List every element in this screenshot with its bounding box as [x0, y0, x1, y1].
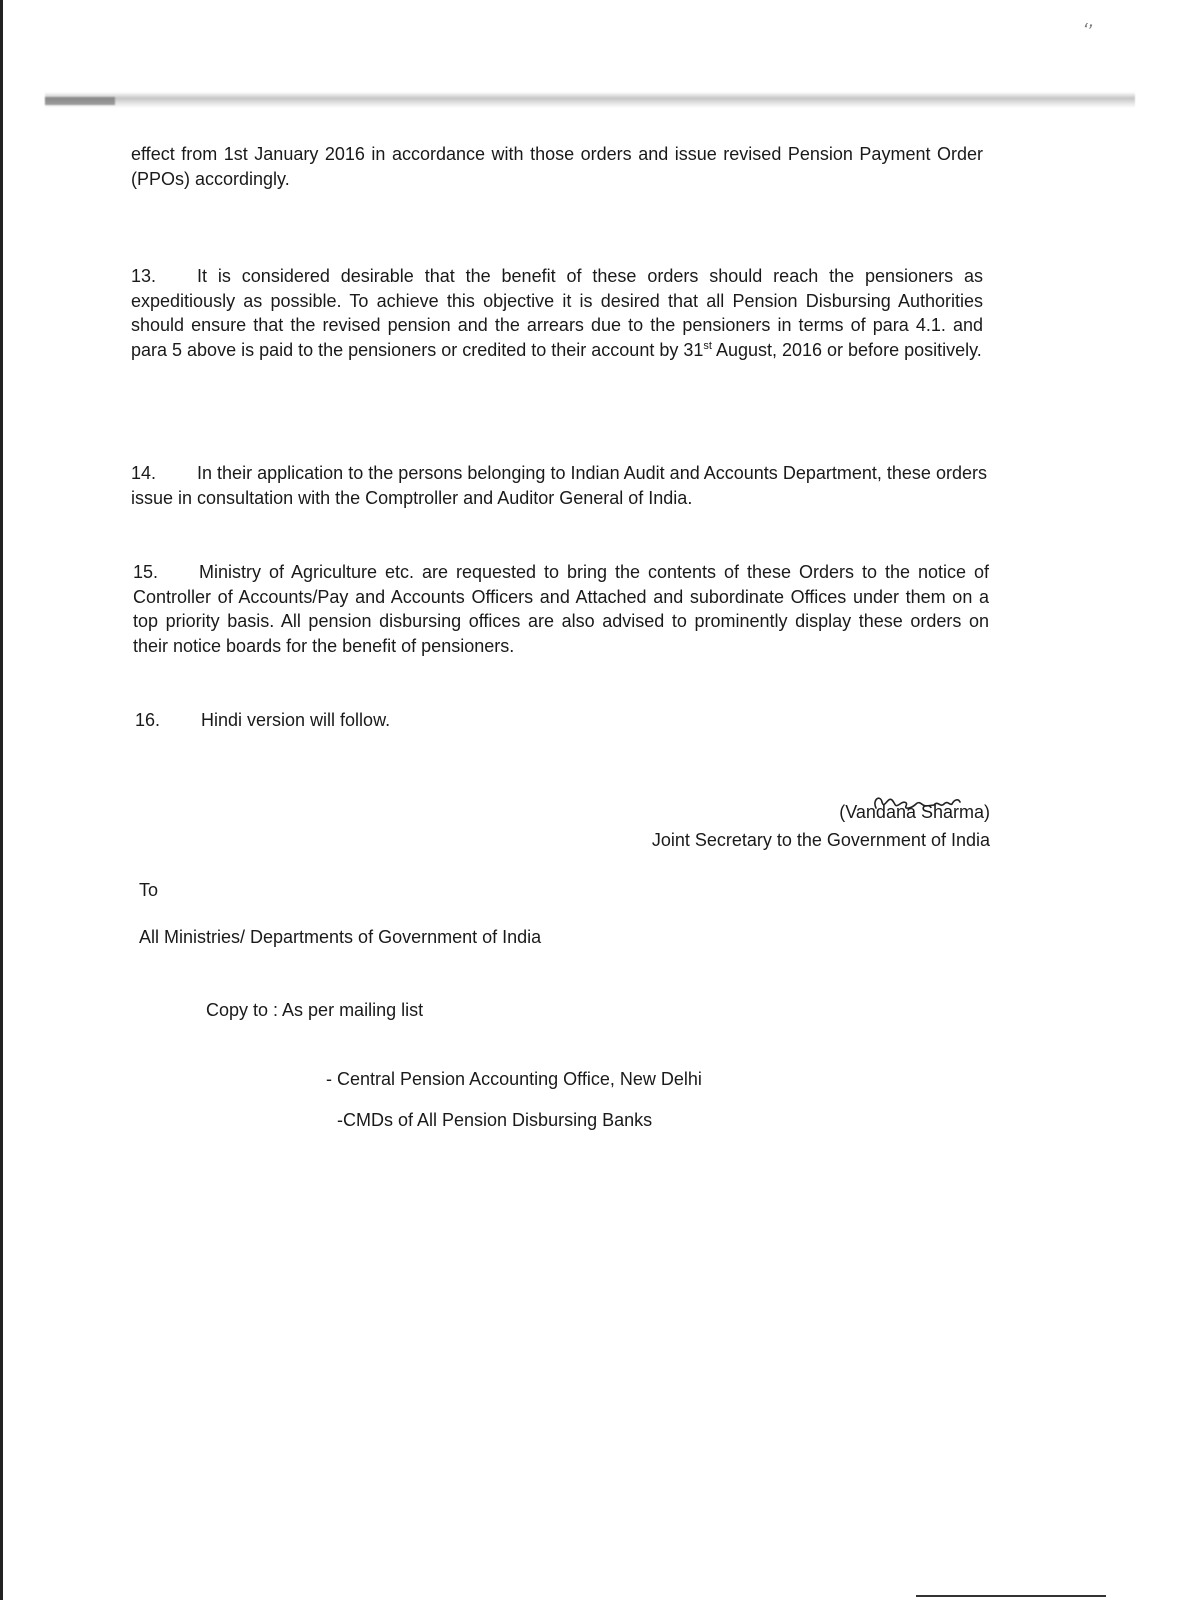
paragraph-13-text-end: August, 2016 or before positively.: [711, 339, 982, 360]
to-label: To: [139, 880, 159, 900]
paragraph-13: [131, 264, 983, 362]
paragraph-15-number: 15.: [133, 562, 159, 582]
paragraph-16-text: Hindi version will follow.: [201, 710, 391, 730]
paragraph-13-number: 13.: [131, 266, 157, 286]
copy-list-item: - Central Pension Accounting Office, New Delhi: [326, 1069, 702, 1089]
paragraph-13-text: It is considered desirable that the benefit of these orders should reach the pensioners as expeditiously as possible. To achieve this objective it is desired that all Pension Disbursing Authorities should ensure that the revised pension and the arrears due to the pensioners in terms of para 4.1. and para 5 above is paid to the pensioners or credited to their account by 31: [131, 266, 983, 360]
paragraph-14: [131, 461, 987, 510]
signatory-designation: Joint Secretary to the Government of India: [651, 830, 990, 850]
paragraph-16: [135, 708, 991, 733]
paragraph-14-number: 14.: [131, 463, 157, 483]
scan-artifact-band: [45, 92, 1135, 108]
corner-mark-icon: ‘’: [1078, 19, 1095, 43]
ordinal-superscript: st: [703, 339, 712, 352]
paragraph-15-text: Ministry of Agriculture etc. are requested to bring the contents of these Orders to the notice of Controller of Accounts/Pay and Accounts Officers and Attached and subordinate Offices under them on a top priority basis. All pension disbursing offices are also advised to prominently display these orders on their notice boards for the benefit of pensioners.: [133, 562, 989, 656]
paragraph-15: [133, 560, 989, 658]
paragraph-14-text: In their application to the persons belonging to Indian Audit and Accounts Department, these orders issue in consultation with the Comptroller and Auditor General of India.: [131, 463, 987, 508]
bottom-rule: [916, 1595, 1106, 1597]
paragraph-continuation: effect from 1st January 2016 in accordance with those orders and issue revised Pension Payment Order (PPOs) accordingly.: [131, 144, 983, 189]
paragraph-16-number: 16.: [135, 710, 161, 730]
signatory-name: (Vandana Sharma): [839, 802, 990, 822]
copy-to: Copy to : As per mailing list: [206, 1000, 424, 1020]
scan-artifact-mark: [45, 97, 115, 105]
page-edge: [0, 0, 3, 1600]
addressee: All Ministries/ Departments of Government of India: [139, 927, 542, 947]
copy-list-item: -CMDs of All Pension Disbursing Banks: [337, 1110, 653, 1130]
